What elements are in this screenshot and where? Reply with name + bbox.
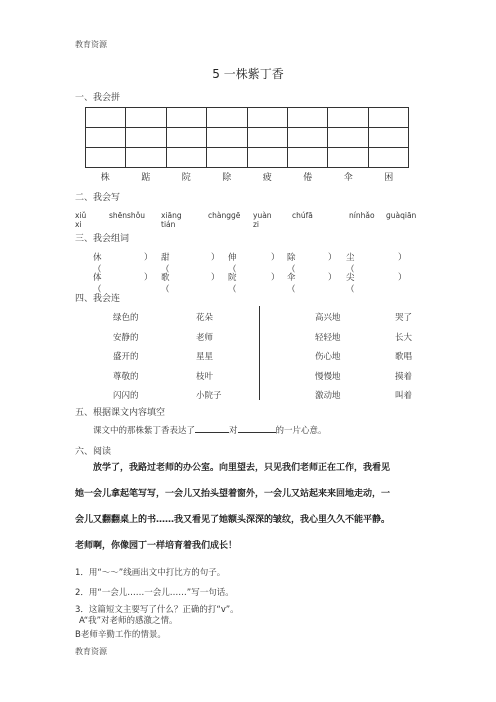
zuci-char: 尘（ [346,253,355,275]
section-heading-reading: 六、阅读 [75,447,112,457]
match-item[interactable]: 盛开的 [113,352,139,362]
pinyin-char: 疲 [262,173,272,183]
reading-line: 放学了，我路过老师的办公室。向里望去，只见我们老师正在工作，我看见 [93,463,391,473]
zuci-char: 伸（ [228,253,237,275]
match-item[interactable]: 轻轻地 [315,332,341,343]
pinyin-char: 伞 [343,173,353,183]
match-col-2 [196,309,222,407]
pinyin-word: xiāng tián [161,211,182,229]
zuci-paren: ） [271,253,280,263]
match-item[interactable]: 安静的 [113,332,139,343]
pinyin-word: chàngɡē [208,211,241,220]
match-item[interactable]: 星星 [196,352,214,362]
match-divider [259,306,260,400]
zuci-paren: ） [211,273,220,283]
match-item[interactable]: 枝叶 [196,371,214,382]
grid-cell[interactable] [126,128,166,148]
grid-cell[interactable] [207,128,247,148]
zuci-paren: ） [398,273,407,283]
option-b[interactable]: B老师辛勤工作的情景。 [75,630,166,640]
match-item[interactable]: 小院子 [196,391,222,401]
fill-text: 课文中的那株紫丁香表达了 [93,426,196,436]
grid-cell[interactable] [368,148,408,168]
match-col-3 [315,309,341,407]
grid-cell[interactable] [126,108,166,128]
grid-cell[interactable] [328,108,368,128]
match-item[interactable]: 绿色的 [113,313,139,323]
footer-label: 教育资源 [75,647,107,656]
grid-cell[interactable] [247,108,287,128]
grid-cell[interactable] [166,128,206,148]
match-item[interactable]: 激动地 [315,391,341,401]
pinyin-char: 困 [384,173,394,183]
match-item[interactable]: 长大 [395,332,413,343]
match-col-4 [395,309,412,407]
grid-cell[interactable] [86,108,126,128]
fill-sentence [93,424,327,436]
grid-cell[interactable] [207,148,247,168]
zuci-paren: ） [271,273,280,283]
pinyin-word: nínhǎo [349,211,375,220]
pinyin-word: ɡuàqiān [386,211,417,220]
zuci-char: 体（ [93,273,102,295]
match-item[interactable]: 高兴地 [315,313,341,323]
match-item[interactable]: 尊敬的 [113,371,139,382]
grid-cell[interactable] [207,108,247,128]
match-item[interactable]: 哭了 [395,313,413,323]
pinyin-grid [85,107,409,168]
match-item[interactable]: 老师 [196,332,214,343]
pinyin-char-row [85,170,409,183]
zuci-char: 休（ [93,253,102,275]
grid-cell[interactable] [247,148,287,168]
pinyin-word: yuàn zi [253,211,272,229]
match-item[interactable]: 闪闪的 [113,391,139,401]
grid-cell[interactable] [328,148,368,168]
grid-cell[interactable] [86,128,126,148]
pinyin-char: 除 [222,173,232,183]
grid-cell[interactable] [328,128,368,148]
match-item[interactable]: 叫着 [395,391,413,401]
zuci-paren: ） [328,253,337,263]
grid-cell[interactable] [287,128,327,148]
question-2: 2．用“一会儿……一会儿……”写一句话。 [75,588,234,598]
zuci-paren: ） [211,253,220,263]
fill-blank-1[interactable] [195,424,229,433]
question-3: 3．这篇短文主要写了什么？正确的打“v”。 [75,605,239,615]
grid-cell[interactable] [287,108,327,128]
match-item[interactable]: 摸着 [395,371,413,382]
zuci-paren: ） [144,253,153,263]
pinyin-word: chúfā [292,211,313,220]
question-1: 1．用“～～”线画出文中打比方的句子。 [75,568,226,578]
zuci-char: 伞（ [287,273,296,295]
reading-line: 她一会儿拿起笔写写，一会儿又抬头望着窗外，一会儿又站起来来回地走动，一 [75,489,391,499]
zuci-char: 院（ [228,273,237,295]
pinyin-char: 院 [181,173,191,183]
grid-cell[interactable] [247,128,287,148]
fill-blank-2[interactable] [238,424,276,433]
header-label: 教育资源 [75,40,107,49]
match-col-1 [113,309,139,407]
grid-cell[interactable] [86,148,126,168]
grid-cell[interactable] [287,148,327,168]
pinyin-char: 踮 [141,173,151,183]
grid-cell[interactable] [166,108,206,128]
zuci-char: 甜（ [161,253,170,275]
match-item[interactable]: 花朵 [196,313,214,323]
section-heading-fill: 五、根据课文内容填空 [75,408,166,418]
pinyin-word: xiǔ xi [75,211,87,229]
fill-text: 的一片心意。 [275,426,327,436]
zuci-char: 除（ [287,253,296,275]
section-heading-pinyin: 一、我会拼 [75,93,121,103]
pinyin-char: 株 [100,173,110,183]
fill-text: 对 [229,426,238,436]
match-item[interactable]: 伤心地 [315,352,341,362]
grid-cell[interactable] [166,148,206,168]
reading-line: 老师啊，你像园丁一样培育着我们成长！ [75,541,238,551]
section-heading-zuci: 三、我会组词 [75,234,130,244]
zuci-char: 歌（ [161,273,170,295]
zuci-paren: ） [328,273,337,283]
reading-line: 会儿又翻翻桌上的书……我又看见了她额头深深的皱纹，我心里久久不能平静。 [75,515,391,525]
match-item[interactable]: 歌唱 [395,352,413,362]
zuci-paren: ） [144,273,153,283]
match-item[interactable]: 慢慢地 [315,371,341,382]
grid-cell[interactable] [368,108,408,128]
zuci-char: 尖（ [346,273,355,295]
page-title: 5 一株紫丁香 [212,67,284,81]
grid-cell[interactable] [368,128,408,148]
zuci-paren: ） [398,253,407,263]
section-heading-write: 二、我会写 [75,193,121,203]
grid-cell[interactable] [126,148,166,168]
section-heading-match: 四、我会连 [75,294,121,304]
pinyin-char: 倦 [303,173,313,183]
option-a[interactable]: A“我”对老师的感激之情。 [79,616,178,626]
pinyin-word: shēnshǒu [109,211,146,220]
